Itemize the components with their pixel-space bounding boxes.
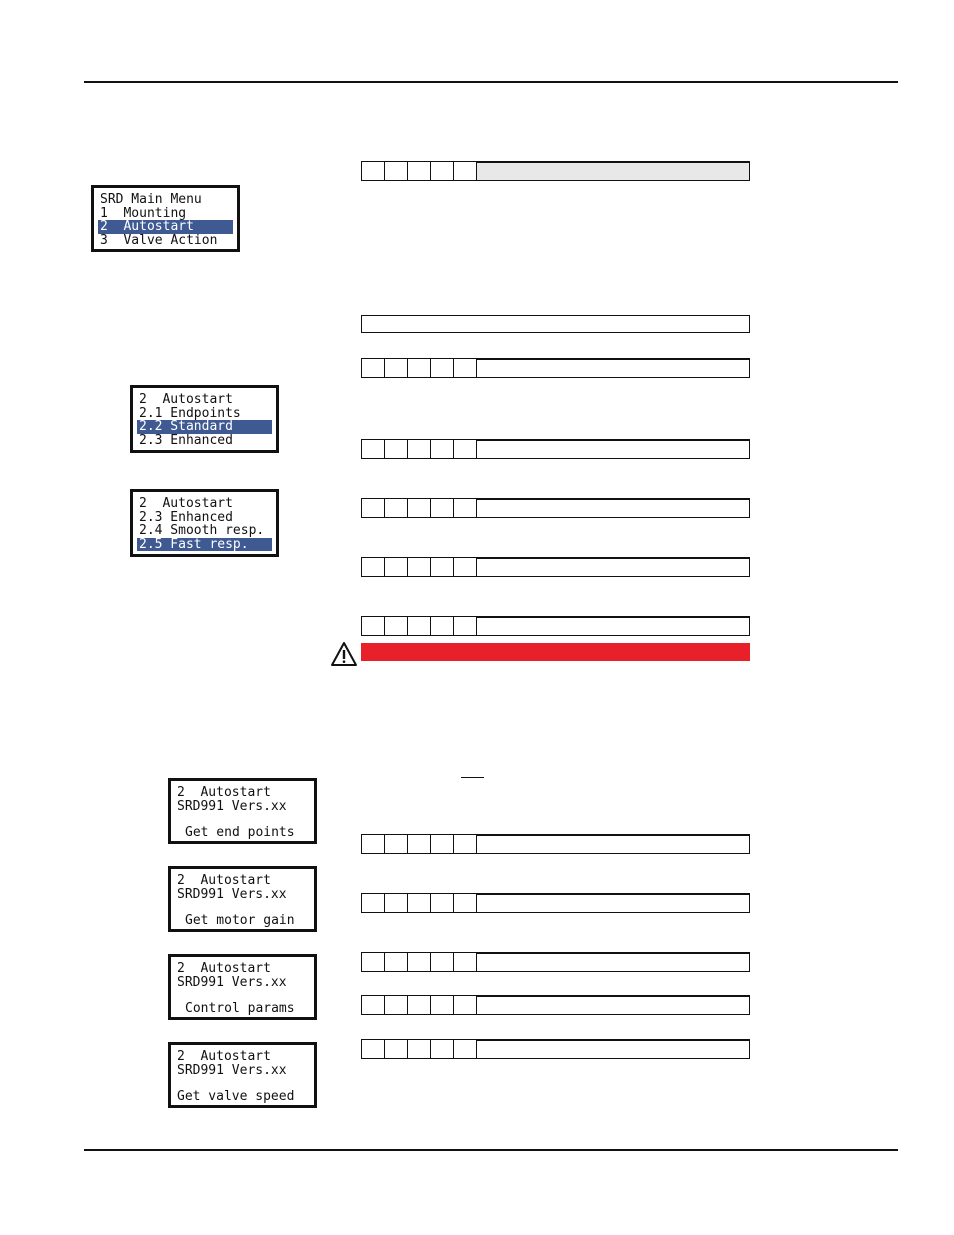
lcd-line: Get valve speed <box>177 1090 295 1104</box>
lcd-line-selected: 2.5 Fast resp. <box>137 538 272 552</box>
underline-mark <box>461 777 484 778</box>
lcd-line-selected: 2 Autostart <box>98 220 233 234</box>
step-row <box>361 616 750 636</box>
lcd-line: 2 Autostart <box>177 786 271 800</box>
step-row <box>361 498 750 518</box>
footer-rule <box>84 1149 898 1151</box>
step-row <box>361 161 750 181</box>
lcd-autostart-fast <box>130 489 279 557</box>
lcd-line: SRD991 Vers.xx <box>177 799 287 813</box>
lcd-get-motor-gain <box>168 866 317 932</box>
lcd-line: Get motor gain <box>185 914 295 928</box>
header-rule <box>84 81 898 83</box>
lcd-line: 3 Valve Action <box>100 233 218 247</box>
step-row <box>361 358 750 378</box>
lcd-line: 2 Autostart <box>139 393 233 407</box>
lcd-line: 2.1 Endpoints <box>139 406 241 420</box>
lcd-line: 1 Mounting <box>100 206 187 220</box>
lcd-line: SRD991 Vers.xx <box>177 1063 287 1077</box>
lcd-line: Control params <box>185 1002 295 1016</box>
step-row <box>361 1039 750 1059</box>
blank-bar <box>361 315 750 333</box>
lcd-line: 2.4 Smooth resp. <box>139 524 265 538</box>
lcd-autostart-standard <box>130 385 279 453</box>
step-row <box>361 995 750 1015</box>
warning-triangle-icon <box>330 641 358 667</box>
lcd-line: 2 Autostart <box>139 497 233 511</box>
lcd-line-selected: 2.2 Standard <box>137 420 272 434</box>
lcd-line: 2 Autostart <box>177 1050 271 1064</box>
step-row <box>361 557 750 577</box>
step-row <box>361 834 750 854</box>
step-row <box>361 952 750 972</box>
step-row <box>361 439 750 459</box>
lcd-control-params <box>168 954 317 1020</box>
lcd-line: 2 Autostart <box>177 962 271 976</box>
step-row <box>361 893 750 913</box>
lcd-main-menu <box>91 185 240 252</box>
lcd-line: 2.3 Enhanced <box>139 510 233 524</box>
lcd-get-valve-speed <box>168 1042 317 1108</box>
lcd-line: Get end points <box>185 826 295 840</box>
lcd-line: SRD991 Vers.xx <box>177 887 287 901</box>
lcd-line: SRD Main Menu <box>100 193 202 207</box>
lcd-line: SRD991 Vers.xx <box>177 975 287 989</box>
lcd-line: 2.3 Enhanced <box>139 433 233 447</box>
warning-bar <box>361 643 750 661</box>
lcd-get-end-points <box>168 778 317 844</box>
lcd-line: 2 Autostart <box>177 874 271 888</box>
